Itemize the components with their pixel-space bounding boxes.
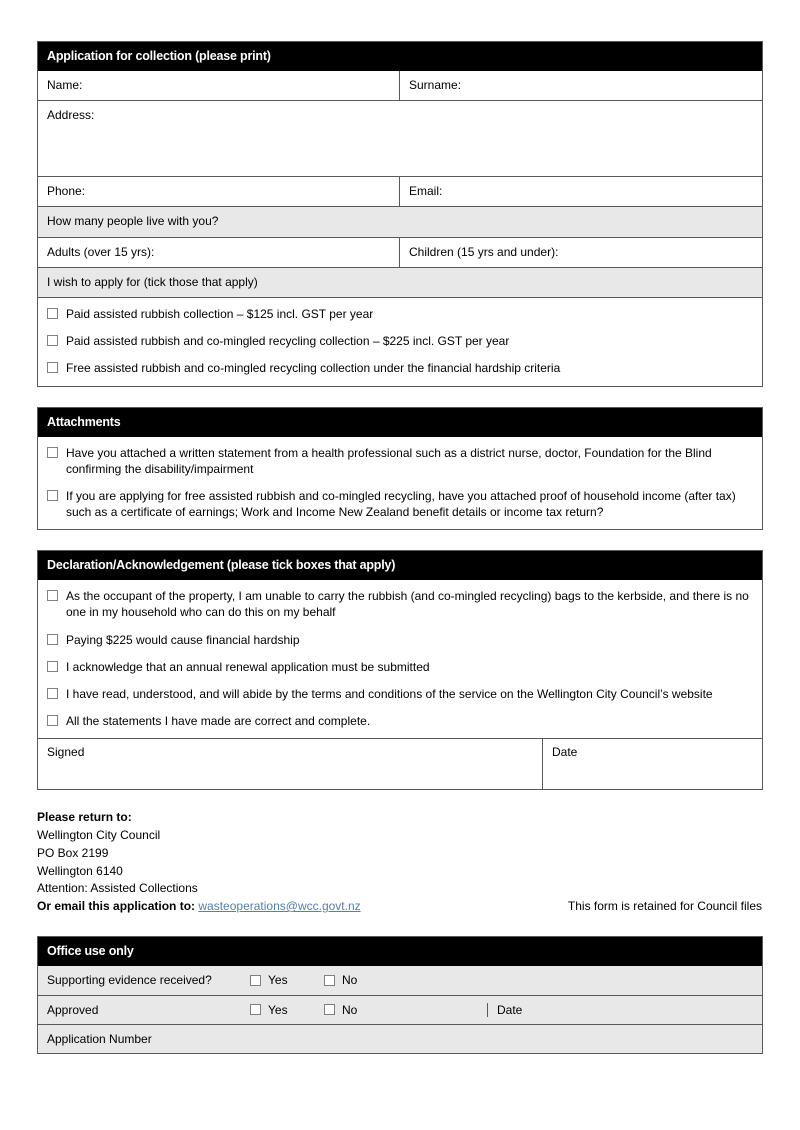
declaration-item[interactable] <box>47 659 753 675</box>
apply-option-label: Paid assisted rubbish and co-mingled recycling collection – $225 incl. GST per year <box>66 334 510 349</box>
assisted-collection-form <box>37 41 763 1054</box>
checkbox-icon[interactable] <box>47 590 58 601</box>
approved-date-field[interactable]: Date <box>497 1002 523 1017</box>
declaration-options-row <box>38 580 762 738</box>
attachment-item[interactable] <box>47 488 753 520</box>
household-question-label: How many people live with you? <box>38 207 762 236</box>
apply-option-label: Paid assisted rubbish collection – $125 incl. GST per year <box>66 306 374 321</box>
retained-note: This form is retained for Council files <box>567 899 762 914</box>
name-surname-row <box>38 71 762 100</box>
approved-yes-option[interactable] <box>250 1003 324 1017</box>
checkbox-icon[interactable] <box>250 975 261 986</box>
apply-for-row <box>38 267 762 297</box>
application-section <box>37 41 763 387</box>
checkbox-icon[interactable] <box>47 715 58 726</box>
checkbox-icon[interactable] <box>47 634 58 645</box>
application-section-header: Application for collection (please print) <box>38 42 762 71</box>
office-use-section <box>37 936 763 1054</box>
signed-field[interactable]: Signed <box>38 739 543 789</box>
phone-field[interactable]: Phone: <box>38 177 400 206</box>
checkbox-icon[interactable] <box>47 335 58 346</box>
phone-email-row <box>38 176 762 206</box>
adults-children-row <box>38 237 762 267</box>
return-line-pobox: PO Box 2199 <box>37 845 109 860</box>
checkbox-icon[interactable] <box>47 362 58 373</box>
checkbox-icon[interactable] <box>47 308 58 319</box>
declaration-label: Paying $225 would cause financial hardship <box>66 632 300 647</box>
name-field[interactable]: Name: <box>38 71 400 100</box>
attachment-label: Have you attached a written statement from a health professional such as a district nurse, doctor, Foundation for the Blind confirming the disability/impairment <box>66 445 712 476</box>
checkbox-icon[interactable] <box>324 1004 335 1015</box>
declaration-item[interactable] <box>47 632 753 648</box>
address-field[interactable]: Address: <box>47 108 95 123</box>
approved-no-label: No <box>342 1002 358 1017</box>
section-spacer <box>37 530 763 550</box>
declaration-item[interactable] <box>47 686 753 702</box>
attachments-section-header: Attachments <box>38 408 762 437</box>
checkbox-icon[interactable] <box>47 688 58 699</box>
apply-option-label: Free assisted rubbish and co-mingled recycling collection under the financial hardship criteria <box>66 361 561 376</box>
declaration-label: As the occupant of the property, I am unable to carry the rubbish (and co-mingled recycling) bags to the kerbside, and there is no one in my household who can do this on my behalf <box>66 589 749 620</box>
checkbox-icon[interactable] <box>47 661 58 672</box>
email-prefix-label: Or email this application to: <box>37 899 196 914</box>
apply-options-list <box>38 298 762 386</box>
declaration-item[interactable] <box>47 588 753 620</box>
checkbox-icon[interactable] <box>47 490 58 501</box>
attachments-options-row <box>38 437 762 530</box>
office-use-header: Office use only <box>38 937 762 966</box>
evidence-no-option[interactable] <box>324 973 424 987</box>
signature-date-field[interactable]: Date <box>552 745 578 760</box>
approved-label: Approved <box>47 1002 99 1017</box>
section-spacer <box>37 387 763 407</box>
attachment-item[interactable] <box>47 445 753 477</box>
application-number-field[interactable]: Application Number <box>47 1031 152 1046</box>
declaration-section-header: Declaration/Acknowledgement (please tick boxes that apply) <box>38 551 762 580</box>
approved-row <box>38 995 762 1024</box>
apply-option-item[interactable] <box>47 360 753 376</box>
declaration-label: All the statements I have made are correct and complete. <box>66 714 371 729</box>
return-heading: Please return to: <box>37 810 132 825</box>
declaration-item[interactable] <box>47 713 753 729</box>
approved-yes-label: Yes <box>268 1002 288 1017</box>
children-field[interactable]: Children (15 yrs and under): <box>409 244 559 259</box>
evidence-no-label: No <box>342 973 358 988</box>
email-link[interactable]: wasteoperations@wcc.govt.nz <box>198 899 361 914</box>
checkbox-icon[interactable] <box>47 447 58 458</box>
declaration-label: I acknowledge that an annual renewal application must be submitted <box>66 659 430 674</box>
supporting-evidence-row <box>38 966 762 995</box>
evidence-yes-label: Yes <box>268 973 288 988</box>
declaration-label: I have read, understood, and will abide by the terms and conditions of the service on the Wellington City Council’s website <box>66 687 713 701</box>
attachment-label: If you are applying for free assisted rubbish and co-mingled recycling, have you attached proof of household income (after tax) such as a certificate of earnings; Work and Income New Zealand benefit details or income tax return? <box>66 488 736 520</box>
return-line-council: Wellington City Council <box>37 828 161 843</box>
approved-no-option[interactable] <box>324 1003 424 1017</box>
address-row <box>38 100 762 176</box>
apply-options-row <box>38 297 762 386</box>
apply-option-item[interactable] <box>47 333 753 349</box>
email-field[interactable]: Email: <box>409 184 443 199</box>
checkbox-icon[interactable] <box>250 1004 261 1015</box>
return-address-block <box>37 809 763 916</box>
evidence-yes-option[interactable] <box>250 973 324 987</box>
signature-row <box>38 738 762 789</box>
approved-options <box>250 1003 488 1017</box>
adults-field[interactable]: Adults (over 15 yrs): <box>38 238 400 267</box>
apply-for-label: I wish to apply for (tick those that apply) <box>38 268 762 297</box>
return-line-attention: Attention: Assisted Collections <box>37 881 198 896</box>
declaration-section <box>37 550 763 790</box>
apply-option-item[interactable] <box>47 306 753 322</box>
supporting-evidence-label: Supporting evidence received? <box>47 973 212 988</box>
return-line-city: Wellington 6140 <box>37 863 123 878</box>
checkbox-icon[interactable] <box>324 975 335 986</box>
surname-field[interactable]: Surname: <box>409 78 462 92</box>
attachments-list <box>38 437 762 530</box>
declaration-list <box>38 580 762 738</box>
attachments-section <box>37 407 763 531</box>
application-number-row <box>38 1024 762 1053</box>
supporting-evidence-options <box>250 973 762 987</box>
household-question-row <box>38 206 762 236</box>
